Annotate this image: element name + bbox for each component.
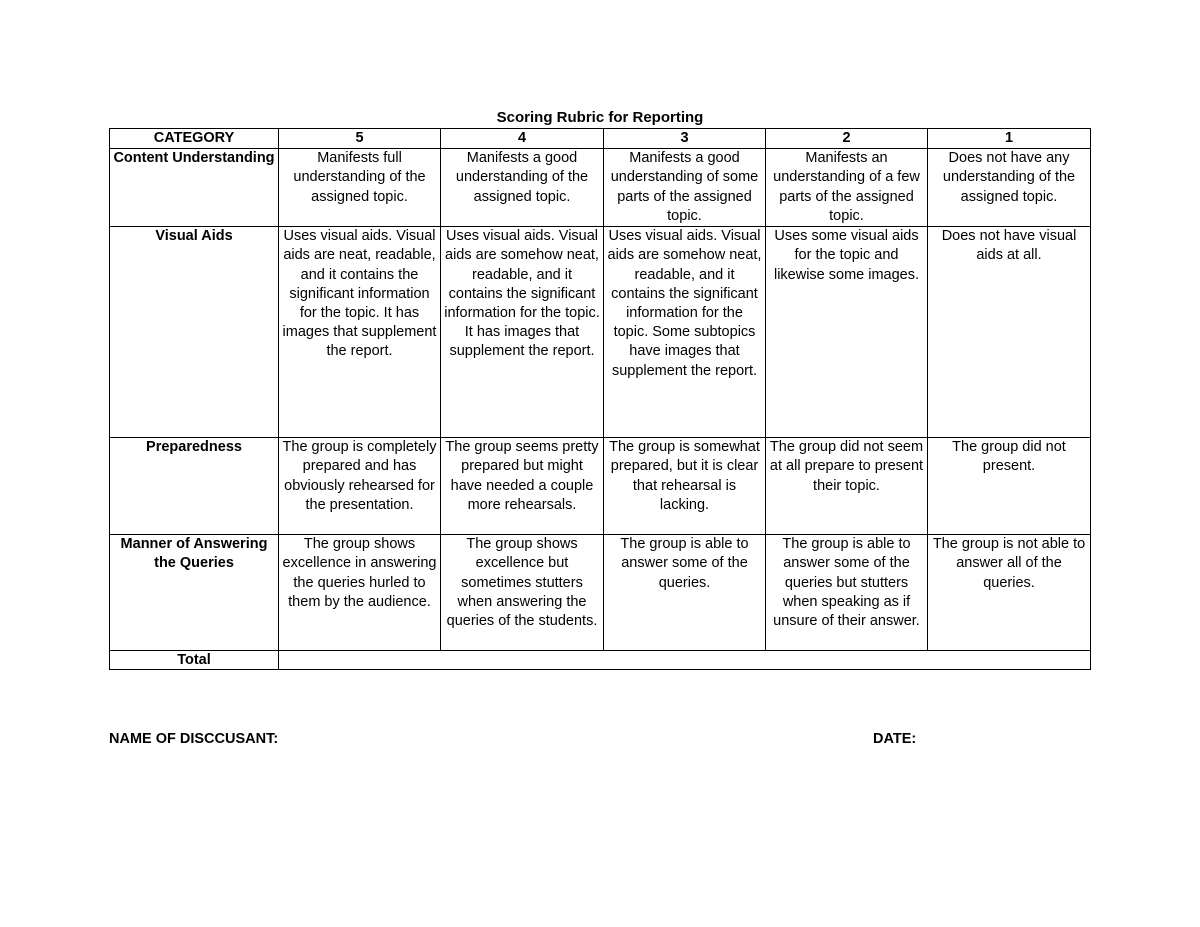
rubric-cell: Does not have visual aids at all. [928, 227, 1091, 438]
header-score-3: 3 [604, 129, 766, 149]
rubric-cell: Manifests a good understanding of the assigned topic. [441, 149, 604, 227]
total-value [279, 651, 1091, 670]
header-score-1: 1 [928, 129, 1091, 149]
table-row [110, 535, 1091, 651]
rubric-cell: Manifests full understanding of the assigned topic. [279, 149, 441, 227]
rubric-cell: The group is able to answer some of the queries but stutters when speaking as if unsure of their answer. [766, 535, 928, 651]
date-label: DATE: [873, 731, 917, 747]
row-category: Preparedness [110, 438, 279, 535]
row-category: Manner of Answering the Queries [110, 535, 279, 651]
rubric-cell: Uses visual aids. Visual aids are neat, readable, and it contains the significant information for the topic. It has images that supplement the report. [279, 227, 441, 438]
rubric-cell: The group is able to answer some of the queries. [604, 535, 766, 651]
header-score-2: 2 [766, 129, 928, 149]
rubric-table [109, 128, 1091, 670]
rubric-cell: The group is somewhat prepared, but it is clear that rehearsal is lacking. [604, 438, 766, 535]
page-title: Scoring Rubric for Reporting [496, 109, 704, 126]
total-label: Total [110, 651, 279, 670]
row-category: Visual Aids [110, 227, 279, 438]
row-category: Content Understanding [110, 149, 279, 227]
table-row [110, 438, 1091, 535]
header-category: CATEGORY [110, 129, 279, 149]
table-row [110, 149, 1091, 227]
rubric-cell: The group seems pretty prepared but might have needed a couple more rehearsals. [441, 438, 604, 535]
rubric-cell: Uses visual aids. Visual aids are somehow neat, readable, and it contains the significant information for the topic. It has images that supplement the report. [441, 227, 604, 438]
rubric-cell: The group did not present. [928, 438, 1091, 535]
rubric-cell: The group shows excellence in answering the queries hurled to them by the audience. [279, 535, 441, 651]
table-row [110, 227, 1091, 438]
rubric-cell: The group is completely prepared and has obviously rehearsed for the presentation. [279, 438, 441, 535]
rubric-cell: The group shows excellence but sometimes stutters when answering the queries of the students. [441, 535, 604, 651]
header-row [110, 129, 1091, 149]
rubric-cell: Uses some visual aids for the topic and likewise some images. [766, 227, 928, 438]
header-score-4: 4 [441, 129, 604, 149]
total-row [110, 651, 1091, 670]
rubric-cell: The group did not seem at all prepare to present their topic. [766, 438, 928, 535]
rubric-cell: Manifests an understanding of a few parts of the assigned topic. [766, 149, 928, 227]
rubric-cell: Does not have any understanding of the assigned topic. [928, 149, 1091, 227]
header-score-5: 5 [279, 129, 441, 149]
rubric-cell: Uses visual aids. Visual aids are somehow neat, readable, and it contains the significant information for the topic. Some subtopics have images that supplement the report. [604, 227, 766, 438]
rubric-cell: Manifests a good understanding of some parts of the assigned topic. [604, 149, 766, 227]
discussant-name-label: NAME OF DISCCUSANT: [109, 731, 279, 747]
rubric-cell: The group is not able to answer all of the queries. [928, 535, 1091, 651]
